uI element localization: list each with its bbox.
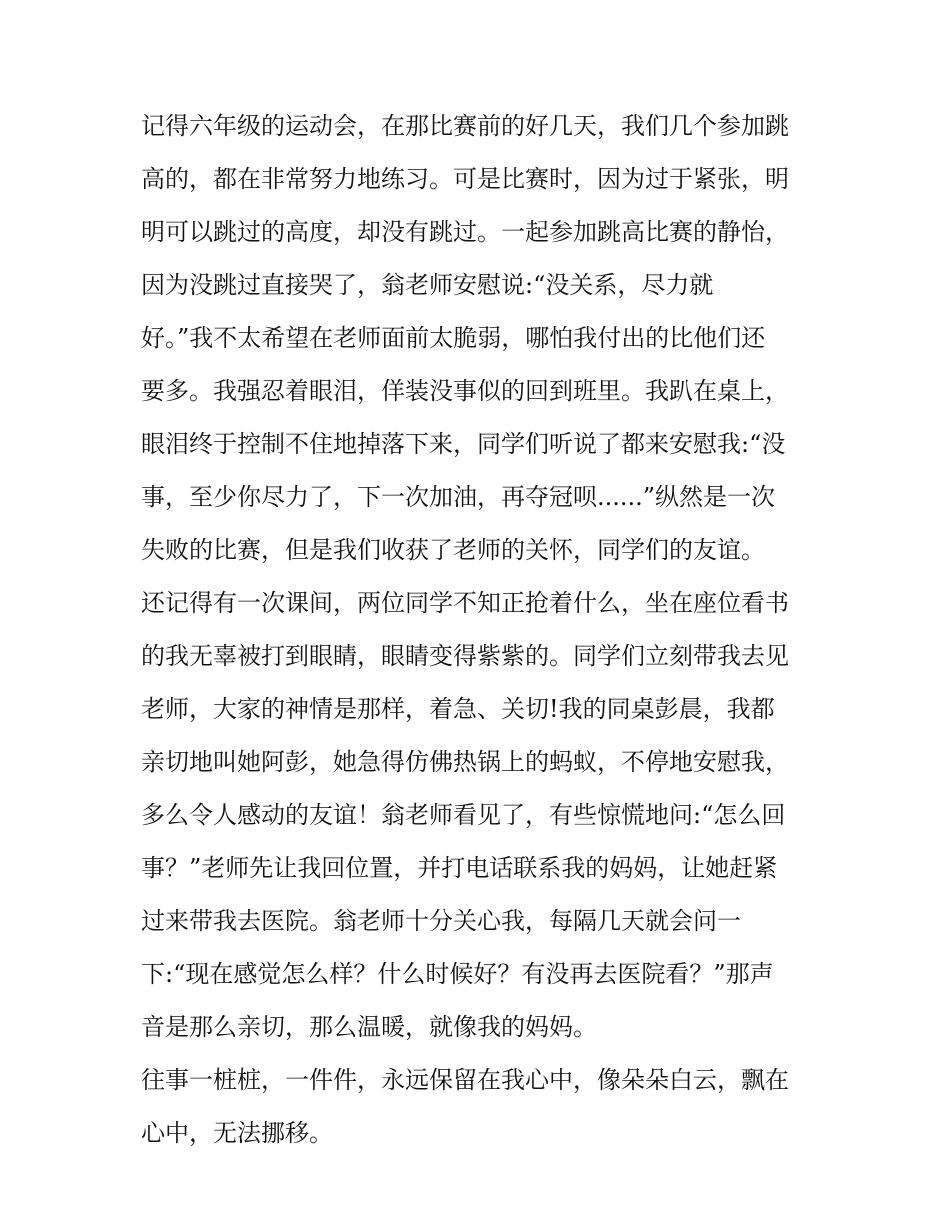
text-line: 眼泪终于控制不住地掉落下来，同学们听说了都来安慰我:“没 <box>141 430 786 458</box>
text-line: 下:“现在感觉怎么样？什么时候好？有没再去医院看？”那声 <box>141 960 774 988</box>
text-line: 过来带我去医院。翁老师十分关心我，每隔几天就会问一 <box>141 907 741 935</box>
text-line: 老师，大家的神情是那样，着急、关切!我的同桌彭晨，我都 <box>141 695 775 723</box>
text-line: 明可以跳过的高度，却没有跳过。一起参加跳高比赛的静怡， <box>141 218 789 246</box>
text-line: 记得六年级的运动会，在那比赛前的好几天，我们几个参加跳 <box>141 112 789 140</box>
text-line: 要多。我强忍着眼泪，佯装没事似的回到班里。我趴在桌上， <box>141 377 789 405</box>
text-line: 往事一桩桩，一件件，永远保留在我心中，像朵朵白云，飘在 <box>141 1066 789 1094</box>
text-line: 事，至少你尽力了，下一次加油，再夺冠呗......”纵然是一次 <box>141 483 776 511</box>
text-line: 心中，无法挪移。 <box>141 1119 333 1147</box>
document-body <box>141 100 821 1160</box>
text-line: 失败的比赛，但是我们收获了老师的关怀，同学们的友谊。 <box>141 536 765 564</box>
text-line: 因为没跳过直接哭了，翁老师安慰说:“没关系，尽力就 <box>141 271 714 299</box>
text-line: 还记得有一次课间，两位同学不知正抢着什么，坐在座位看书 <box>141 589 789 617</box>
text-line: 多么令人感动的友谊！翁老师看见了，有些惊慌地问:“怎么回 <box>141 801 786 829</box>
text-line: 高的，都在非常努力地练习。可是比赛时，因为过于紧张，明 <box>141 165 789 193</box>
text-line: 事？”老师先让我回位置，并打电话联系我的妈妈，让她赶紧 <box>141 854 778 882</box>
text-line: 音是那么亲切，那么温暖，就像我的妈妈。 <box>141 1013 597 1041</box>
text-line: 好。”我不太希望在老师面前太脆弱，哪怕我付出的比他们还 <box>141 324 766 352</box>
text-line: 亲切地叫她阿彭，她急得仿佛热锅上的蚂蚁，不停地安慰我， <box>141 748 789 776</box>
text-line: 的我无辜被打到眼睛，眼睛变得紫紫的。同学们立刻带我去见 <box>141 642 789 670</box>
